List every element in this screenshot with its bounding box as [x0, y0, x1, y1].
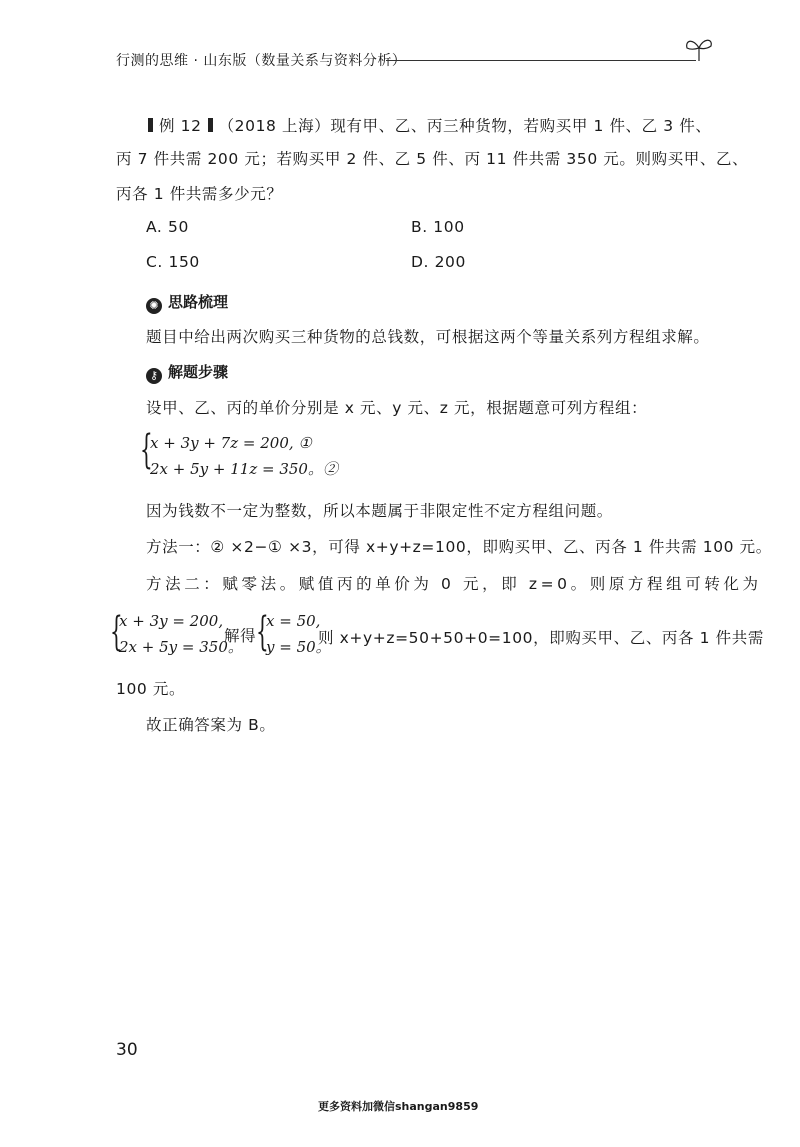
question-line-2: 丙 7 件共需 200 元；若购买甲 2 件、乙 5 件、丙 11 件共需 350 元。则购买甲、乙、 — [116, 150, 749, 168]
header-rule — [386, 60, 696, 61]
steps-intro: 设甲、乙、丙的单价分别是 x 元、y 元、z 元，根据题意可列方程组： — [146, 399, 648, 417]
brace-solution: { — [256, 609, 269, 655]
question-line-3: 丙各 1 件共需多少元？ — [116, 185, 283, 203]
running-header: 行测的思维 · 山东版（数量关系与资料分析） — [116, 53, 407, 69]
sprout-icon — [683, 34, 715, 62]
equation-1: x + 3y + 7z = 200, ① — [150, 434, 312, 452]
solution-x: x = 50, — [266, 612, 321, 630]
page-number: 30 — [116, 1040, 138, 1060]
gear-icon: ✺ — [146, 298, 162, 314]
option-b: B. 100 — [411, 218, 465, 236]
option-c: C. 150 — [146, 253, 200, 271]
equation-2: 2x + 5y + 11z = 350。② — [150, 460, 338, 478]
method-2-line-3: 100 元。 — [116, 680, 186, 698]
brace-system-2: { — [110, 609, 123, 655]
question-text-1: （2018 上海）现有甲、乙、丙三种货物，若购买甲 1 件、乙 3 件、 — [218, 117, 712, 135]
conclusion: 故正确答案为 B。 — [146, 716, 276, 734]
thinking-title: 思路梳理 — [168, 293, 229, 311]
system-2-equation-2: 2x + 5y = 350。 — [119, 638, 243, 656]
method-1: 方法一：② ×2−① ×3，可得 x+y+z=100，即购买甲、乙、丙各 1 件共需 100 元。 — [146, 538, 772, 556]
solution-y: y = 50。 — [266, 638, 331, 656]
footer-watermark: 更多资料加微信shangan9859 — [318, 1100, 479, 1113]
example-tag: 例 12 — [159, 117, 202, 135]
bracket-bar-left — [148, 118, 153, 132]
thinking-text: 题目中给出两次购买三种货物的总钱数，可根据这两个等量关系列方程组求解。 — [146, 328, 710, 346]
steps-note: 因为钱数不一定为整数，所以本题属于非限定性不定方程组问题。 — [146, 502, 613, 520]
method-2-line-1: 方法二：赋零法。赋值丙的单价为 0 元，即 z=0。则原方程组可转化为 — [146, 575, 762, 593]
option-d: D. 200 — [411, 253, 466, 271]
thinking-heading — [146, 291, 228, 314]
steps-title: 解题步骤 — [168, 363, 229, 381]
steps-heading — [146, 361, 228, 384]
key-icon: ⚷ — [146, 368, 162, 384]
solve-label: 解得 — [224, 627, 257, 645]
system-2-equation-1: x + 3y = 200, — [119, 612, 224, 630]
question-line-1 — [142, 114, 711, 136]
brace-system-1: { — [140, 427, 153, 473]
method-2-tail: 则 x+y+z=50+50+0=100，即购买甲、乙、丙各 1 件共需 — [318, 629, 764, 647]
option-a: A. 50 — [146, 218, 189, 236]
bracket-bar-right — [208, 118, 213, 132]
